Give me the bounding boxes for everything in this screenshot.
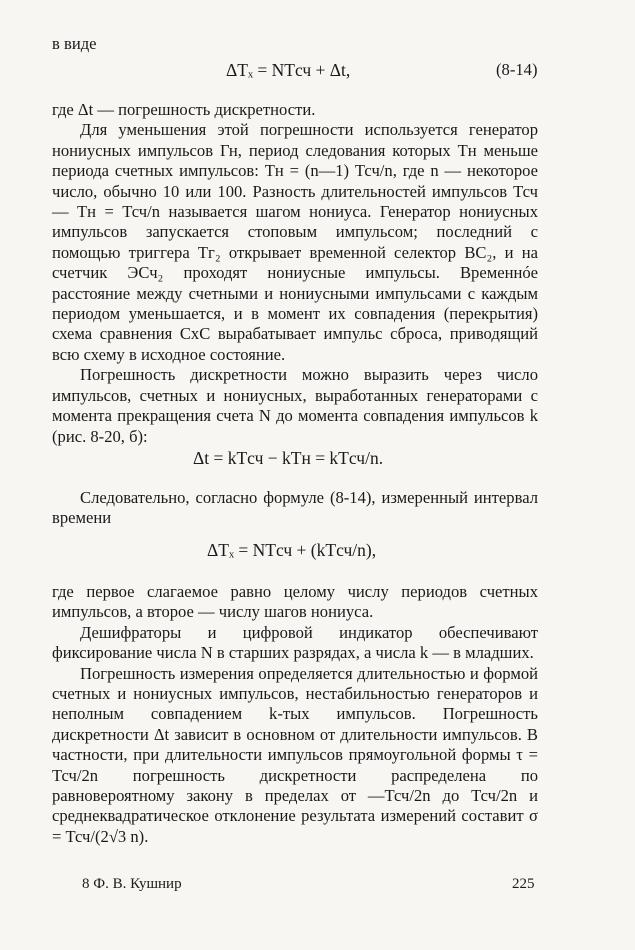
paragraph-3: Следовательно, согласно формуле (8-14), измеренный интервал времени bbox=[52, 488, 538, 528]
formula-delta-t: Δt = kTсч − kTн = kTсч/n. bbox=[193, 448, 384, 468]
formula-number: (8-14) bbox=[496, 60, 538, 79]
formula-delta-tx: ΔTₓ = NTсч + (kTсч/n), bbox=[207, 540, 377, 560]
paragraph-0: где Δt — погрешность дискретности. bbox=[52, 100, 316, 119]
formula-8-14: ΔTₓ = NTсч + Δt, bbox=[226, 60, 351, 80]
text-block-2 bbox=[52, 488, 538, 529]
text-block-1 bbox=[52, 100, 538, 447]
paragraph-5: Дешифраторы и цифровой индикатор обеспечивают фиксирование числа N в старших разрядах, а числа k — в младших. bbox=[52, 622, 538, 663]
text-block-3 bbox=[52, 582, 538, 847]
paragraph-2: Погрешность дискретности можно выразить через число импульсов, счетных и нониусных, выработанных генераторами с момента прекращения счета N до момента совпадения импульсов k (рис. 8-20, б): bbox=[52, 365, 538, 446]
paragraph-6: Погрешность измерения определяется длительностью и формой счетных и нониусных импульсов, нестабильностью генераторов и неполным совпадением k-тых импульсов. Погрешность дискретности Δt зависит в основном от длительности импульсов. В частности, при длительности импульсов прямоугольной формы τ = Тсч/2n погрешность дискретности распределена по равновероятному закону в пределах от —Тсч/2n до Тсч/2n и среднеквадратическое отклонение результата измерений составит σ = Тсч/(2√3 n). bbox=[52, 663, 538, 846]
footer-signature: 8 Ф. В. Кушнир bbox=[82, 876, 182, 892]
paragraph-4: где первое слагаемое равно целому числу периодов счетных импульсов, а второе — числу шагов нониуса. bbox=[52, 582, 538, 622]
intro-text: в виде bbox=[52, 34, 97, 53]
page-number: 225 bbox=[512, 876, 535, 892]
paragraph-1: Для уменьшения этой погрешности используется генератор нониусных импульсов Гн, период следования которых Тн меньше периода счетных импульсов: Тн = (n—1) Тсч/n, где n — некоторое число, обычно 10 или 100. Разность длительностей импульсов Тсч — Тн = Тсч/n называется шагом нониуса. Генератор нониусных импульсов запускается стоповым импульсом; последний с помощью триггера Тг₂ открывает временной селектор ВС₂, и на счетчик ЭСч₂ проходят нониусные импульсы. Временнóе расстояние между счетными и нониусными импульсами с каждым периодом уменьшается, и в момент их совпадения (перекрытия) схема сравнения СхС вырабатывает импульс сброса, приводящий всю схему в исходное состояние. bbox=[52, 120, 538, 364]
